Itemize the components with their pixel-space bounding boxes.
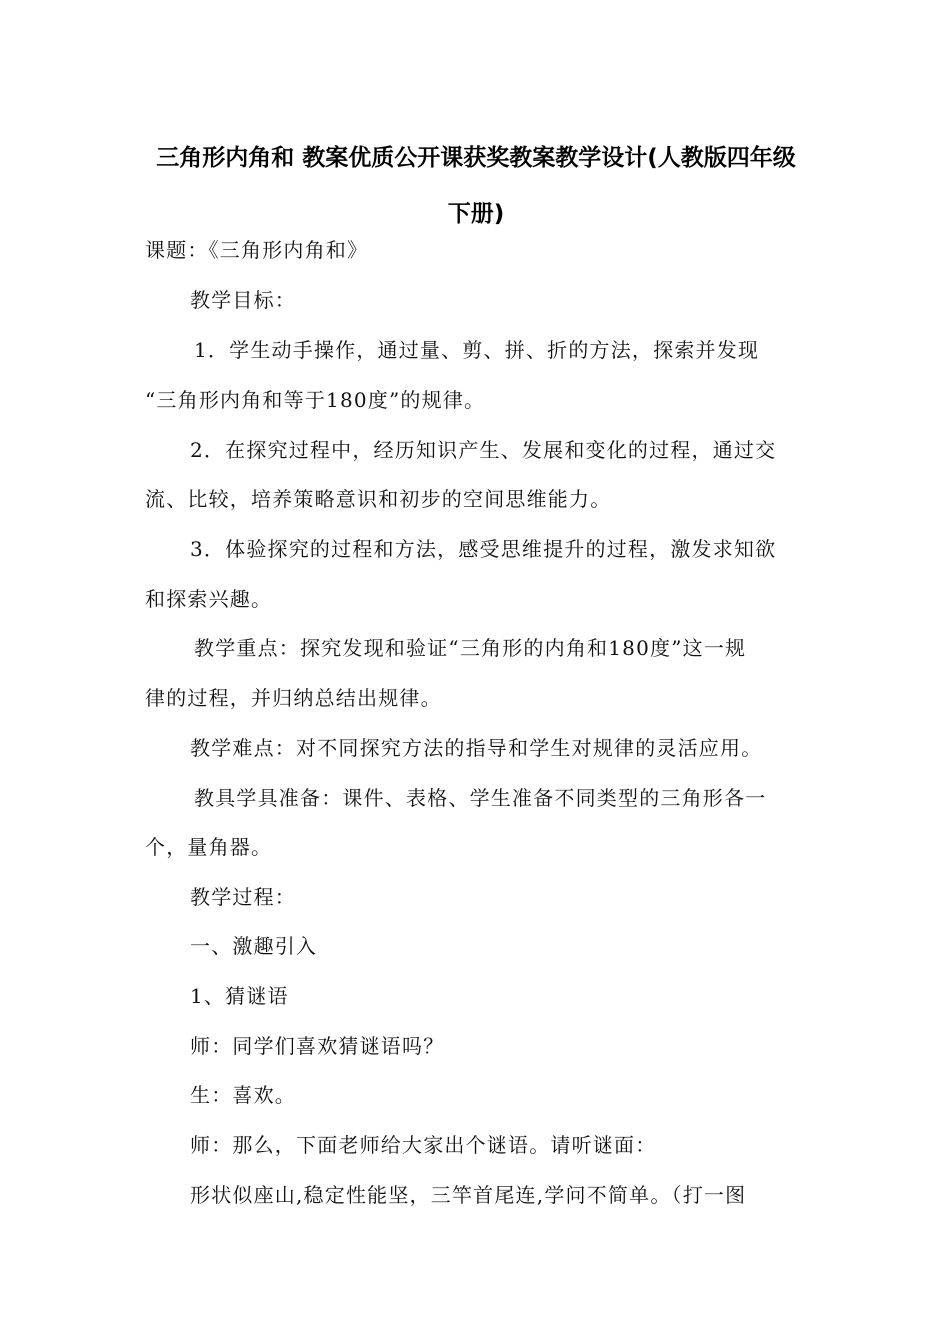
goal-3-line-2: 和探索兴趣。 bbox=[145, 587, 273, 611]
difficulty-line: 教学难点：对不同探究方法的指导和学生对规律的灵活应用。 bbox=[190, 736, 763, 760]
lesson-topic-line: 课题：《三角形内角和》 bbox=[145, 238, 369, 262]
riddle-subheading: 1、猜谜语 bbox=[190, 984, 289, 1008]
materials-line-2: 个，量角器。 bbox=[145, 835, 273, 859]
teaching-goals-heading: 教学目标： bbox=[190, 288, 296, 312]
teacher-line-1: 师：同学们喜欢猜谜语吗？ bbox=[190, 1034, 445, 1058]
teaching-process-heading: 教学过程： bbox=[190, 885, 296, 909]
section-1-heading: 一、激趣引入 bbox=[190, 934, 318, 958]
key-point-line-2: 律的过程，并归纳总结出规律。 bbox=[145, 686, 442, 710]
goal-1-line-1: 1．学生动手操作，通过量、剪、拼、折的方法，探索并发现 bbox=[194, 338, 760, 362]
student-line-1: 生：喜欢。 bbox=[190, 1083, 296, 1107]
riddle-text-line: 形状似座山,稳定性能坚，三竿首尾连,学问不简单。（打一图 bbox=[190, 1183, 747, 1207]
goal-1-line-2: “三角形内角和等于180度”的规律。 bbox=[145, 388, 486, 412]
goal-2-line-1: 2．在探究过程中，经历知识产生、发展和变化的过程，通过交 bbox=[190, 438, 777, 462]
goal-3-line-1: 3．体验探究的过程和方法，感受思维提升的过程，激发求知欲 bbox=[190, 537, 777, 561]
document-title: 三角形内角和 教案优质公开课获奖教案教学设计(人教版四年级下册) bbox=[156, 145, 796, 227]
materials-line-1: 教具学具准备：课件、表格、学生准备不同类型的三角形各一 bbox=[194, 786, 767, 810]
teacher-line-2: 师：那么，下面老师给大家出个谜语。请听谜面： bbox=[190, 1133, 657, 1157]
goal-2-line-2: 流、比较，培养策略意识和初步的空间思维能力。 bbox=[145, 487, 612, 511]
key-point-line-1: 教学重点：探究发现和验证“三角形的内角和180度”这一规 bbox=[194, 636, 747, 660]
